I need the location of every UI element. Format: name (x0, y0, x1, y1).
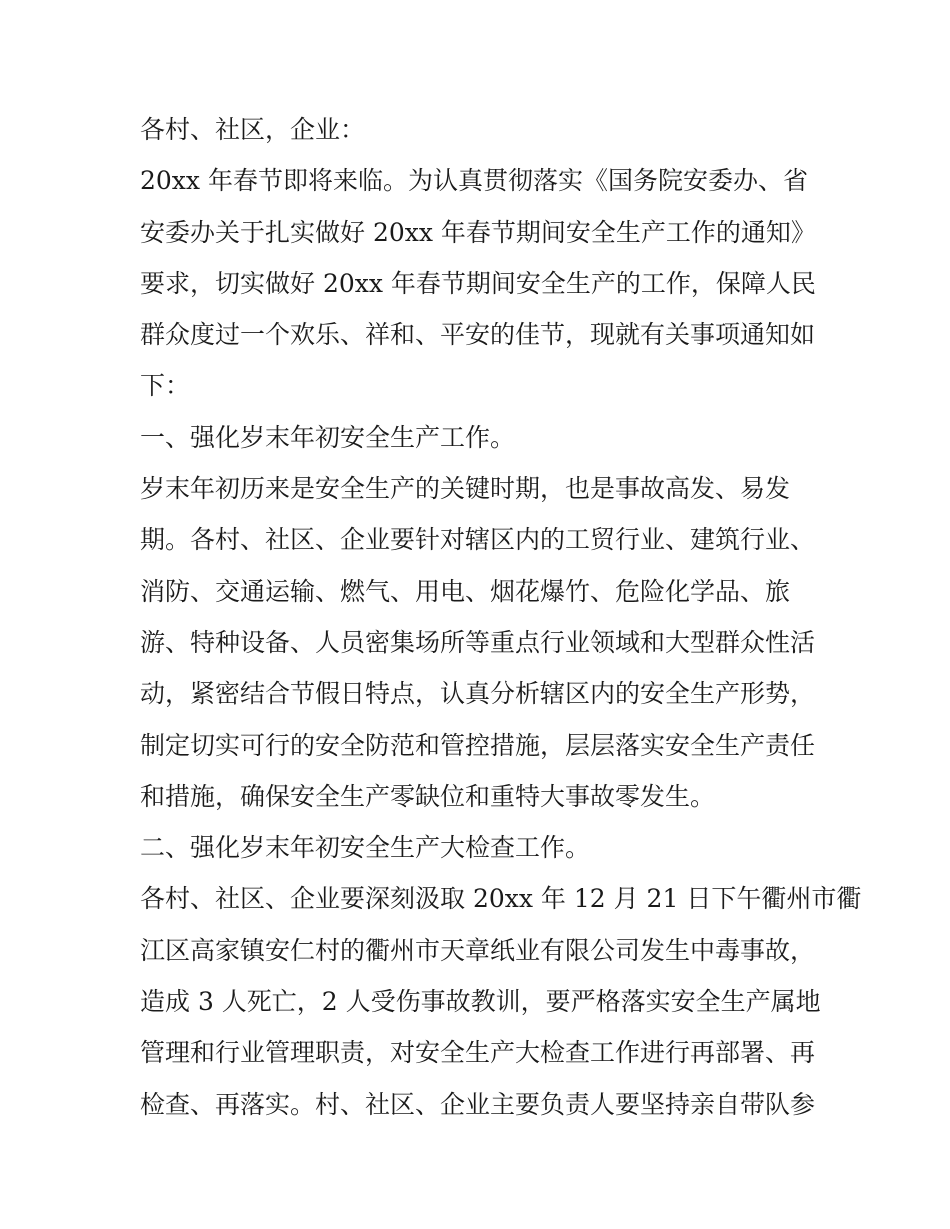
paragraph-line: 岁末年初历来是安全生产的关键时期，也是事故高发、易发 (140, 474, 791, 504)
paragraph-line: 下： (140, 371, 191, 401)
paragraph-line: 制定切实可行的安全防范和管控措施，层层落实安全生产责任 (140, 730, 816, 760)
paragraph-line: 要求，切实做好 20xx 年春节期间安全生产的工作，保障人民 (140, 268, 816, 298)
paragraph-line: 检查、再落实。村、社区、企业主要负责人要坚持亲自带队参 (140, 1089, 816, 1119)
paragraph-line: 动，紧密结合节假日特点，认真分析辖区内的安全生产形势， (140, 679, 816, 709)
document-body (140, 104, 862, 1130)
section-heading-1: 一、强化岁末年初安全生产工作。 (140, 422, 516, 452)
paragraph-line: 游、特种设备、人员密集场所等重点行业领域和大型群众性活 (140, 627, 816, 657)
paragraph-line: 江区高家镇安仁村的衢州市天章纸业有限公司发生中毒事故， (140, 935, 816, 965)
paragraph-line: 造成 3 人死亡，2 人受伤事故教训，要严格落实安全生产属地 (140, 987, 821, 1017)
paragraph-line: 各村、社区、企业要深刻汲取 20xx 年 12 月 21 日下午衢州市衢 (140, 884, 862, 914)
paragraph-line: 消防、交通运输、燃气、用电、烟花爆竹、危险化学品、旅 (140, 576, 791, 606)
paragraph-line: 管理和行业管理职责，对安全生产大检查工作进行再部署、再 (140, 1038, 816, 1068)
paragraph-line: 和措施，确保安全生产零缺位和重特大事故零发生。 (140, 781, 716, 811)
paragraph-line: 群众度过一个欢乐、祥和、平安的佳节，现就有关事项通知如 (140, 320, 816, 350)
section-heading-2: 二、强化岁末年初安全生产大检查工作。 (140, 833, 591, 863)
salutation-line: 各村、社区，企业： (140, 115, 366, 144)
paragraph-line: 期。各村、社区、企业要针对辖区内的工贸行业、建筑行业、 (140, 525, 816, 555)
paragraph-line: 安委办关于扎实做好 20xx 年春节期间安全生产工作的通知》 (140, 217, 816, 247)
paragraph-line: 20xx 年春节即将来临。为认真贯彻落实《国务院安委办、省 (140, 166, 808, 196)
